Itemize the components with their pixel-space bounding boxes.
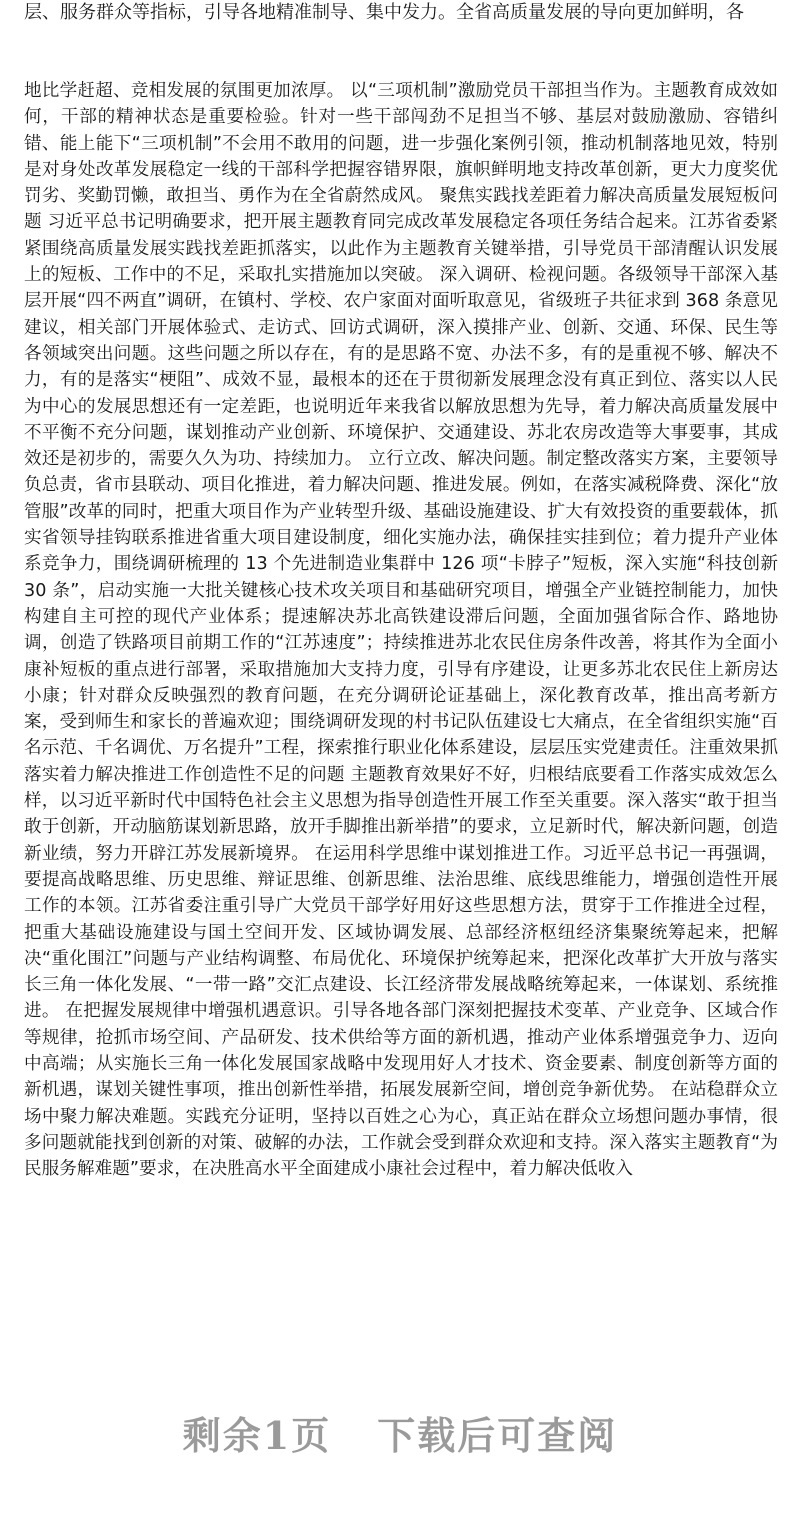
body-paragraph: 地比学赶超、竞相发展的氛围更加浓厚。 以“三项机制”激励党员干部担当作为。主题教育成效如何，干部的精神状态是重要检验。针对一些干部闯劲不足担当不够、基层对鼓励激励、容错纠错、能上能下“三项机制”不会用不敢用的问题，进一步强化案例引领，推动机制落地见效，特别是对身处改革发展稳定一线的干部科学把握容错界限，旗帜鲜明地支持改革创新，更大力度奖优罚劣、奖勤罚懒，敢担当、勇作为在全省蔚然成风。 聚焦实践找差距着力解决高质量发展短板问题 习近平总书记明确要求，把开展主题教育同完成改革发展稳定各项任务结合起来。江苏省委紧紧围绕高质量发展实践找差距抓落实，以此作为主题教育关键举措，引导党员干部清醒认识发展上的短板、工作中的不足，采取扎实措施加以突破。 深入调研、检视问题。各级领导干部深入基层开展“四不两直”调研，在镇村、学校、农户家面对面听取意见，省级班子共征求到 368 条意见建议，相关部门开展体验式、走访式、回访式调研，深入摸排产业、创新、交通、环保、民生等各领域突出问题。这些问题之所以存在，有的是思路不宽、办法不多，有的是重视不够、解决不力，有的是落实“梗阻”、成效不显，最根本的还在于贯彻新发展理念没有真正到位、落实以人民为中心的发展思想还有一定差距，也说明近年来我省以解放思想为先导，着力解决高质量发展中不平衡不充分问题，谋划推动产业创新、环境保护、交通建设、苏北农房改造等大事要事，其成效还是初步的，需要久久为功、持续加力。 立行立改、解决问题。制定整改落实方案，主要领导负总责，省市县联动、项目化推进，着力解决问题、推进发展。例如，在落实减税降费、深化“放管服”改革的同时，把重大项目作为产业转型升级、基础设施建设、扩大有效投资的重要载体，抓实省领导挂钩联系推进省重大项目建设制度，细化实施办法，确保挂实挂到位；着力提升产业体系竞争力，围绕调研梳理的 13 个先进制造业集群中 126 项“卡脖子”短板，深入实施“科技创新 30 条”，启动实施一大批关键核心技术攻关项目和基础研究项目，增强全产业链控制能力，加快构建自主可控的现代产业体系；提速解决苏北高铁建设滞后问题，全面加强省际合作、路地协调，创造了铁路项目前期工作的“江苏速度”；持续推进苏北农民住房条件改善，将其作为全面小康补短板的重点进行部署，采取措施加大支持力度，引导有序建设，让更多苏北农民住上新房达小康；针对群众反映强烈的教育问题，在充分调研论证基础上，深化教育改革，推出高考新方案，受到师生和家长的普遍欢迎；围绕调研发现的村书记队伍建设七大痛点，在全省组织实施“百名示范、千名调优、万名提升”工程，探索推行职业化体系建设，层层压实党建责任。注重效果抓落实着力解决推进工作创造性不足的问题 主题教育效果好不好，归根结底要看工作落实成效怎么样，以习近平新时代中国特色社会主义思想为指导创造性开展工作至关重要。深入落实“敢于担当敢于创新，开动脑筋谋划新思路，放开手脚推出新举措”的要求，立足新时代，解决新问题，创造新业绩，努力开辟江苏发展新境界。 在运用科学思维中谋划推进工作。习近平总书记一再强调，要提高战略思维、历史思维、辩证思维、创新思维、法治思维、底线思维能力，增强创造性开展工作的本领。江苏省委注重引导广大党员干部学好用好这些思想方法，贯穿于工作推进全过程，把重大基础设施建设与国土空间开发、区域协调发展、总部经济枢纽经济集聚统筹起来，把解决“重化围江”问题与产业结构调整、布局优化、环境保护统筹起来，把深化改革扩大开放与落实长三角一体化发展、“一带一路”交汇点建设、长江经济带发展战略统筹起来，一体谋划、系统推进。 在把握发展规律中增强机遇意识。引导各地各部门深刻把握技术变革、产业竞争、区域合作等规律，抢抓市场空间、产品研发、技术供给等方面的新机遇，推动产业体系增强竞争力、迈向中高端；从实施长三角一体化发展国家战略中发现用好人才技术、资金要素、制度创新等方面的新机遇，谋划关键性事项，推出创新性举措，拓展发展新空间，增创竞争新优势。 在站稳群众立场中聚力解决难题。实践充分证明，坚持以百姓之心为心，真正站在群众立场想问题办事情，很多问题就能找到创新的对策、破解的办法，工作就会受到群众欢迎和支持。深入落实主题教育“为民服务解难题”要求，在决胜高水平全面建成小康社会过程中，着力解决低收入 [24,81,778,1180]
document-body [24,78,778,1182]
download-banner[interactable] [0,1405,800,1460]
remaining-pages-text: 剩余1页 [182,1413,332,1458]
top-partial-line: 层、服务群众等指标，引导各地精准制导、集中发力。全省高质量发展的导向更加鲜明，各 [24,2,744,23]
download-prompt-text: 下载后可查阅 [377,1413,618,1458]
